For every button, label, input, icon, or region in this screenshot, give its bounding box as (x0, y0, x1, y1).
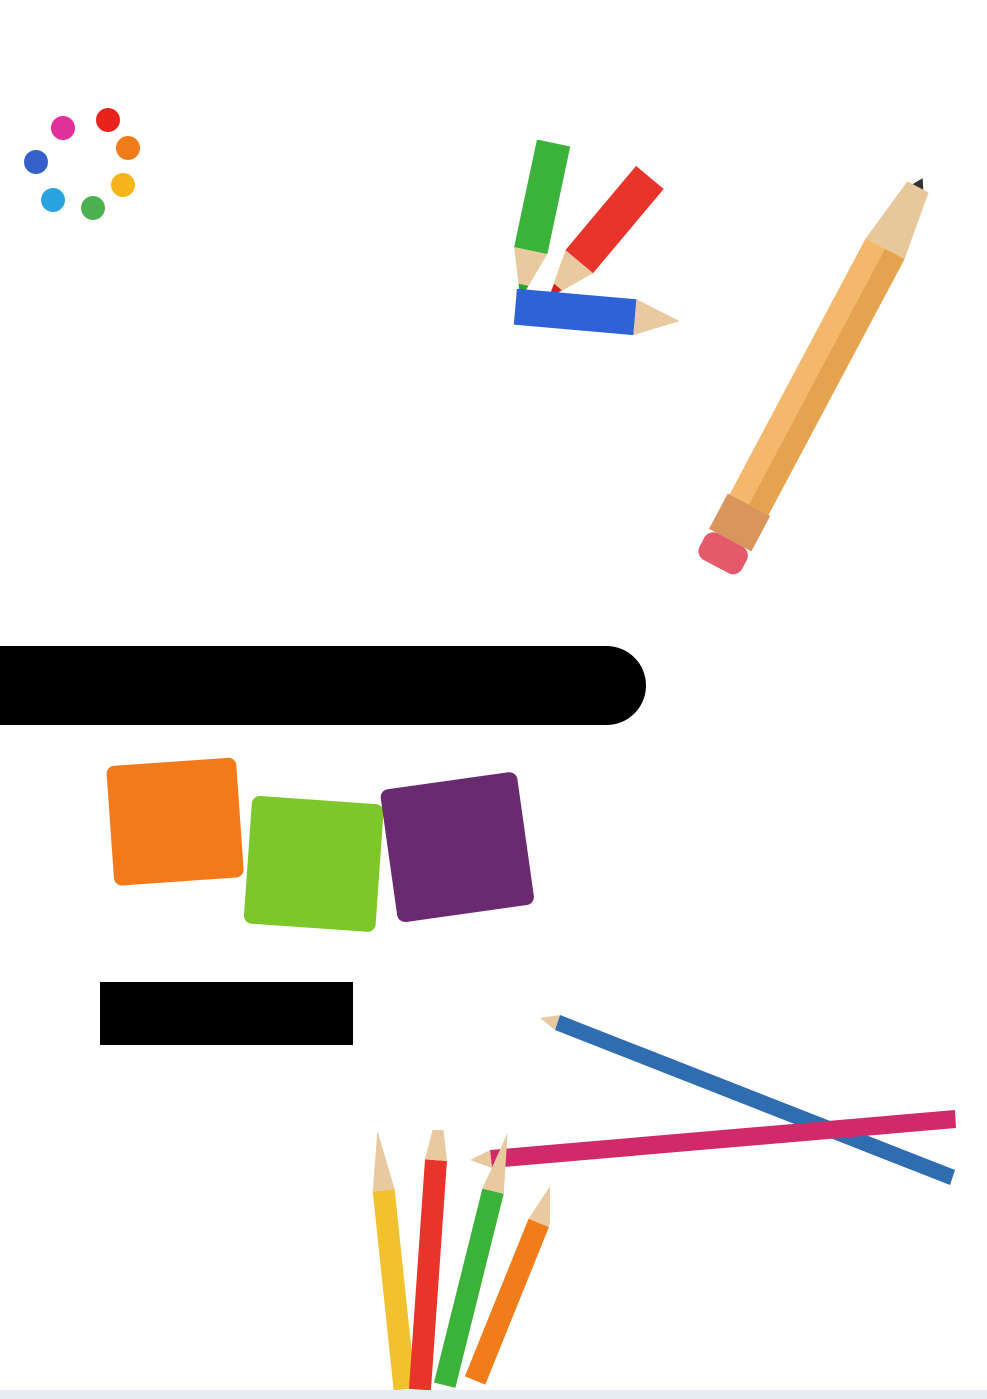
register-now-button[interactable] (100, 982, 353, 1045)
abc-blocks-illustration (100, 750, 540, 950)
handprint-logo (18, 100, 148, 225)
top-pencils-decoration (0, 0, 987, 100)
footer-strip (0, 1390, 987, 1399)
tall-pencils-decoration (350, 1130, 550, 1390)
wooden-pencil-illustration (660, 160, 960, 620)
registration-banner (0, 646, 646, 725)
